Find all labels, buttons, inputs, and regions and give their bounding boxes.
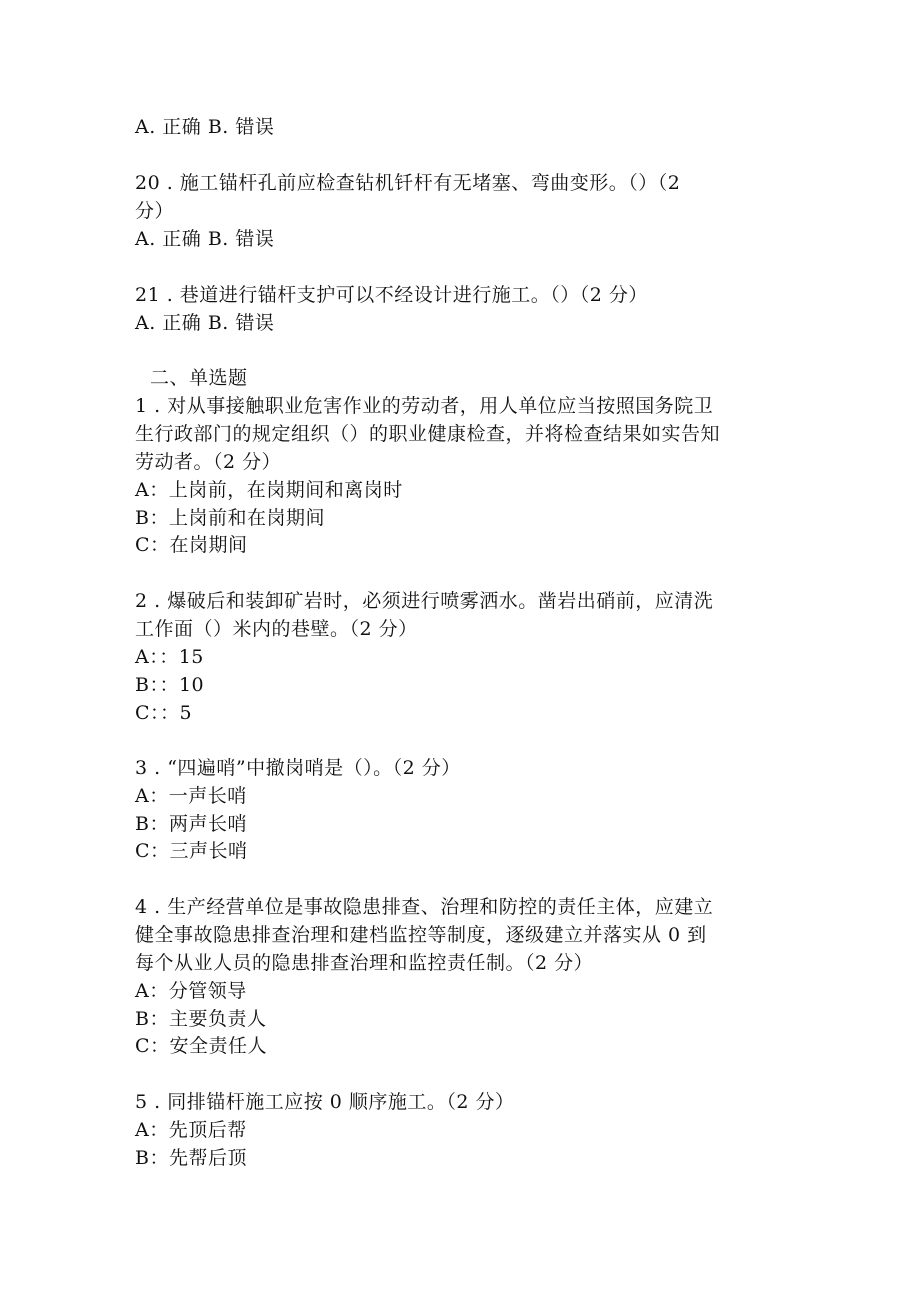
- q20-options: A. 正确 B. 错误: [135, 228, 275, 250]
- s2-option-c: C：：5: [135, 702, 193, 724]
- s1-option-b: B：上岗前和在岗期间: [135, 507, 325, 529]
- s5-option-b: B：先帮后顶: [135, 1147, 247, 1169]
- s2-option-a: A：：15: [135, 646, 204, 668]
- s2-stem-line2: 工作面（）米内的巷壁。（2 分）: [135, 618, 418, 640]
- s4-option-b: B：主要负责人: [135, 1008, 267, 1030]
- s5-option-a: A：先顶后帮: [135, 1119, 247, 1141]
- q21-options: A. 正确 B. 错误: [135, 312, 275, 334]
- s2-stem-line1: 2 . 爆破后和装卸矿岩时，必须进行喷雾洒水。凿岩出硝前，应清洗: [135, 590, 714, 612]
- section-title: 二、单选题: [150, 367, 248, 389]
- q20-stem-line1: 20 . 施工锚杆孔前应检查钻机钎杆有无堵塞、弯曲变形。（）（2: [135, 172, 681, 194]
- s4-stem-line3: 每个从业人员的隐患排查治理和监控责任制。（2 分）: [135, 952, 594, 974]
- q21-stem-line1: 21 . 巷道进行锚杆支护可以不经设计进行施工。（）（2 分）: [135, 284, 648, 306]
- s4-option-c: C：安全责任人: [135, 1035, 268, 1057]
- s1-stem-line2: 生行政部门的规定组织（）的职业健康检查，并将检查结果如实告知: [135, 423, 721, 445]
- s3-option-c: C：三声长哨: [135, 840, 248, 862]
- s2-option-b: B：：10: [135, 674, 205, 696]
- s1-option-a: A：上岗前，在岗期间和离岗时: [135, 479, 403, 501]
- s3-option-a: A：一声长哨: [135, 785, 247, 807]
- q19-options: A. 正确 B. 错误: [135, 116, 275, 138]
- s1-option-c: C：在岗期间: [135, 534, 248, 556]
- s3-option-b: B：两声长哨: [135, 813, 247, 835]
- s1-stem-line3: 劳动者。（2 分）: [135, 451, 282, 473]
- s5-stem-line1: 5 . 同排锚杆施工应按 0 顺序施工。（2 分）: [135, 1091, 515, 1113]
- s4-stem-line1: 4 . 生产经营单位是事故隐患排查、治理和防控的责任主体，应建立: [135, 896, 714, 918]
- s4-stem-line2: 健全事故隐患排查治理和建档监控等制度，逐级建立并落实从 0 到: [135, 924, 707, 946]
- s3-stem-line1: 3 . “四遍哨”中撤岗哨是（）。（2 分）: [135, 757, 461, 779]
- s4-option-a: A：分管领导: [135, 980, 247, 1002]
- s1-stem-line1: 1 . 对从事接触职业危害作业的劳动者，用人单位应当按照国务院卫: [135, 395, 714, 417]
- q20-stem-line2: 分）: [135, 200, 175, 222]
